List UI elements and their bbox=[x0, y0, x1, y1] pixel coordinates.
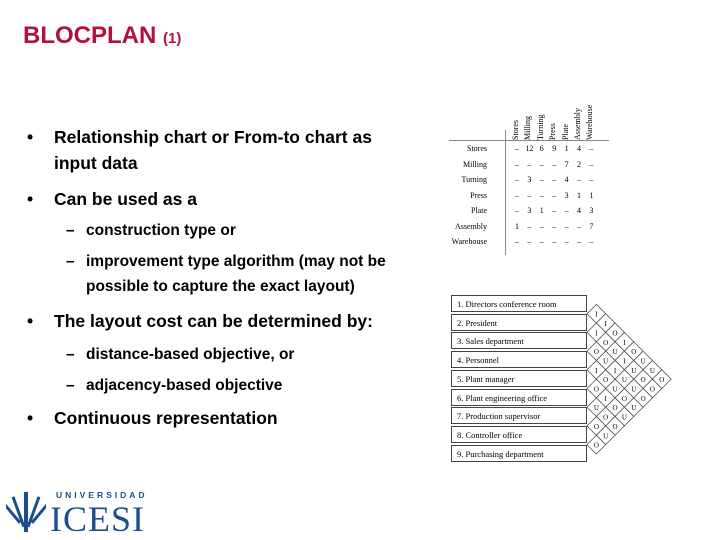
from-to-cell: – bbox=[577, 237, 581, 246]
from-to-cell: – bbox=[552, 190, 557, 200]
relationship-code: O bbox=[603, 413, 609, 422]
from-to-cell: 4 bbox=[564, 175, 569, 184]
from-to-cell: – bbox=[515, 144, 519, 153]
from-to-cell: – bbox=[552, 175, 557, 184]
from-to-row bbox=[449, 160, 614, 176]
bullet-item bbox=[27, 124, 407, 176]
from-to-cell: 2 bbox=[577, 159, 581, 169]
relationship-code: O bbox=[603, 338, 609, 347]
relationship-code: O bbox=[631, 348, 637, 357]
from-to-cell: – bbox=[539, 190, 544, 200]
relationship-code: I bbox=[623, 338, 626, 347]
relationship-code: O bbox=[593, 385, 599, 394]
bullet-text: Can be used as a bbox=[54, 189, 197, 209]
relationship-code: U bbox=[603, 357, 609, 366]
bullet-marker: • bbox=[27, 127, 34, 147]
title-main: BLOCPLAN bbox=[23, 22, 157, 49]
from-to-cell: 7 bbox=[564, 159, 569, 169]
logo-emblem-icon bbox=[6, 490, 46, 534]
relationship-code: U bbox=[631, 366, 637, 375]
from-to-cell: 3 bbox=[589, 206, 594, 215]
relationship-code: U bbox=[612, 385, 618, 394]
from-to-row bbox=[449, 144, 614, 160]
relationship-code: O bbox=[612, 404, 618, 413]
from-to-cell: – bbox=[577, 221, 581, 231]
relationship-code: U bbox=[621, 413, 627, 422]
from-to-cell: – bbox=[589, 159, 594, 169]
sub-bullet-item bbox=[27, 218, 407, 243]
from-to-header-divider bbox=[449, 140, 609, 141]
sub-bullet-item bbox=[27, 249, 407, 299]
relationship-code: I bbox=[623, 357, 626, 366]
department-item: 7. Production supervisor bbox=[451, 407, 587, 424]
from-to-cell: 3 bbox=[527, 206, 532, 215]
from-to-row bbox=[449, 237, 614, 253]
from-to-cell: – bbox=[552, 221, 557, 231]
from-to-cell: 9 bbox=[552, 144, 557, 153]
department-item: 2. President bbox=[451, 314, 587, 331]
from-to-cell: – bbox=[564, 237, 569, 246]
from-to-cell: 1 bbox=[539, 206, 544, 215]
bullet-marker: • bbox=[27, 189, 34, 209]
relationship-code: U bbox=[649, 366, 655, 375]
department-item: 9. Purchasing department bbox=[451, 445, 587, 462]
from-to-row-label: Warehouse bbox=[451, 237, 487, 246]
from-to-cell: – bbox=[515, 237, 519, 246]
relationship-code: O bbox=[640, 394, 646, 403]
bullet-list bbox=[27, 124, 407, 431]
relationship-code: U bbox=[603, 432, 609, 441]
from-to-cell: – bbox=[527, 159, 532, 169]
from-to-cell: – bbox=[539, 221, 544, 231]
relationship-chart bbox=[447, 292, 687, 464]
logo-top-text: UNIVERSIDAD bbox=[56, 490, 148, 500]
relationship-code: U bbox=[631, 385, 637, 394]
from-to-row-label: Assembly bbox=[455, 221, 487, 231]
page-title bbox=[23, 22, 181, 50]
from-to-cell: – bbox=[552, 159, 557, 169]
department-item: 6. Plant engineering office bbox=[451, 389, 587, 406]
from-to-row bbox=[449, 175, 614, 191]
relationship-code: U bbox=[640, 357, 646, 366]
relationship-code: I bbox=[595, 310, 598, 319]
bullet-marker: • bbox=[27, 311, 34, 331]
dash-marker: – bbox=[66, 222, 75, 239]
relationship-code: I bbox=[595, 366, 598, 375]
relationship-code: U bbox=[593, 404, 599, 413]
from-to-row-label: Milling bbox=[462, 159, 487, 169]
bullet-item bbox=[27, 405, 407, 431]
relationship-code: I bbox=[613, 366, 617, 375]
from-to-cell: 7 bbox=[589, 221, 594, 231]
from-to-cell: – bbox=[539, 159, 544, 169]
relationship-code: O bbox=[612, 329, 618, 338]
relationship-code: I bbox=[604, 320, 607, 329]
from-to-cell: 4 bbox=[577, 206, 581, 215]
relationship-code: O bbox=[621, 394, 627, 403]
from-to-cell: – bbox=[527, 190, 532, 200]
from-to-cell: 3 bbox=[527, 175, 532, 184]
department-item: 8. Controller office bbox=[451, 426, 587, 443]
from-to-cell: – bbox=[564, 206, 569, 215]
from-to-cell: – bbox=[515, 190, 519, 200]
from-to-cell: 4 bbox=[577, 144, 581, 153]
relationship-code: O bbox=[593, 422, 599, 431]
relationship-code: O bbox=[640, 376, 646, 385]
from-to-cell: – bbox=[577, 175, 581, 184]
from-to-cell: – bbox=[515, 159, 519, 169]
bullet-text: Relationship chart or From-to chart as input data bbox=[54, 127, 372, 173]
from-to-cell: – bbox=[589, 175, 594, 184]
from-to-row bbox=[449, 191, 614, 207]
from-to-cell: – bbox=[539, 237, 544, 246]
dash-marker: – bbox=[66, 377, 75, 394]
from-to-row-label: Turning bbox=[461, 175, 487, 184]
relationship-code: O bbox=[659, 376, 665, 385]
from-to-cell: 1 bbox=[564, 144, 569, 153]
bullet-item bbox=[27, 308, 407, 334]
from-to-cell: – bbox=[539, 175, 544, 184]
from-to-row bbox=[449, 206, 614, 222]
relationship-code: U bbox=[612, 348, 618, 357]
from-to-row-label: Press bbox=[470, 190, 487, 200]
from-to-cell: – bbox=[527, 221, 532, 231]
from-to-cell: – bbox=[589, 237, 594, 246]
relationship-code: O bbox=[649, 385, 655, 394]
from-to-row-label: Plate bbox=[471, 206, 487, 215]
sub-bullet-text: construction type or bbox=[86, 222, 236, 239]
from-to-cell: 6 bbox=[539, 144, 544, 153]
from-to-cell: 1 bbox=[515, 221, 519, 231]
department-item: 1. Directors conference room bbox=[451, 295, 587, 312]
from-to-cell: 1 bbox=[589, 190, 594, 200]
from-to-cell: – bbox=[515, 206, 519, 215]
logo-name-text: ICESI bbox=[50, 499, 145, 539]
relationship-code: I bbox=[595, 329, 598, 338]
sub-bullet-text: adjacency-based objective bbox=[86, 377, 283, 394]
from-to-row bbox=[449, 222, 614, 238]
from-to-cell: – bbox=[552, 206, 557, 215]
relationship-code: O bbox=[603, 376, 609, 385]
sub-bullet-item bbox=[27, 373, 407, 398]
from-to-cell: 3 bbox=[564, 190, 569, 200]
from-to-cell: – bbox=[564, 221, 569, 231]
from-to-cell: – bbox=[527, 237, 532, 246]
from-to-cell: – bbox=[589, 144, 594, 153]
from-to-cell: 12 bbox=[525, 144, 534, 153]
bullet-text: Continuous representation bbox=[54, 408, 278, 428]
from-to-cell: – bbox=[515, 175, 519, 184]
sub-bullet-text: distance-based objective, or bbox=[86, 346, 295, 363]
relationship-code: U bbox=[621, 376, 627, 385]
from-to-row-label: Stores bbox=[467, 144, 487, 153]
bullet-marker: • bbox=[27, 408, 34, 428]
department-item: 5. Plant manager bbox=[451, 370, 587, 387]
from-to-cell: – bbox=[552, 237, 557, 246]
relationship-code: I bbox=[604, 394, 607, 403]
relationship-code: O bbox=[593, 441, 599, 450]
department-item: 4. Personnel bbox=[451, 351, 587, 368]
title-sub: (1) bbox=[163, 30, 182, 47]
dash-marker: – bbox=[66, 253, 75, 270]
relationship-code: U bbox=[631, 404, 637, 413]
relationship-code: O bbox=[612, 422, 618, 431]
sub-bullet-text: improvement type algorithm (may not be possible to capture the exact layout) bbox=[86, 253, 386, 295]
sub-bullet-item bbox=[27, 342, 407, 367]
university-logo bbox=[6, 488, 148, 539]
from-to-cell: 1 bbox=[577, 190, 581, 200]
bullet-item bbox=[27, 186, 407, 212]
department-item: 3. Sales department bbox=[451, 332, 587, 349]
bullet-text: The layout cost can be determined by: bbox=[54, 311, 373, 331]
dash-marker: – bbox=[66, 346, 75, 363]
relationship-code: O bbox=[593, 348, 599, 357]
